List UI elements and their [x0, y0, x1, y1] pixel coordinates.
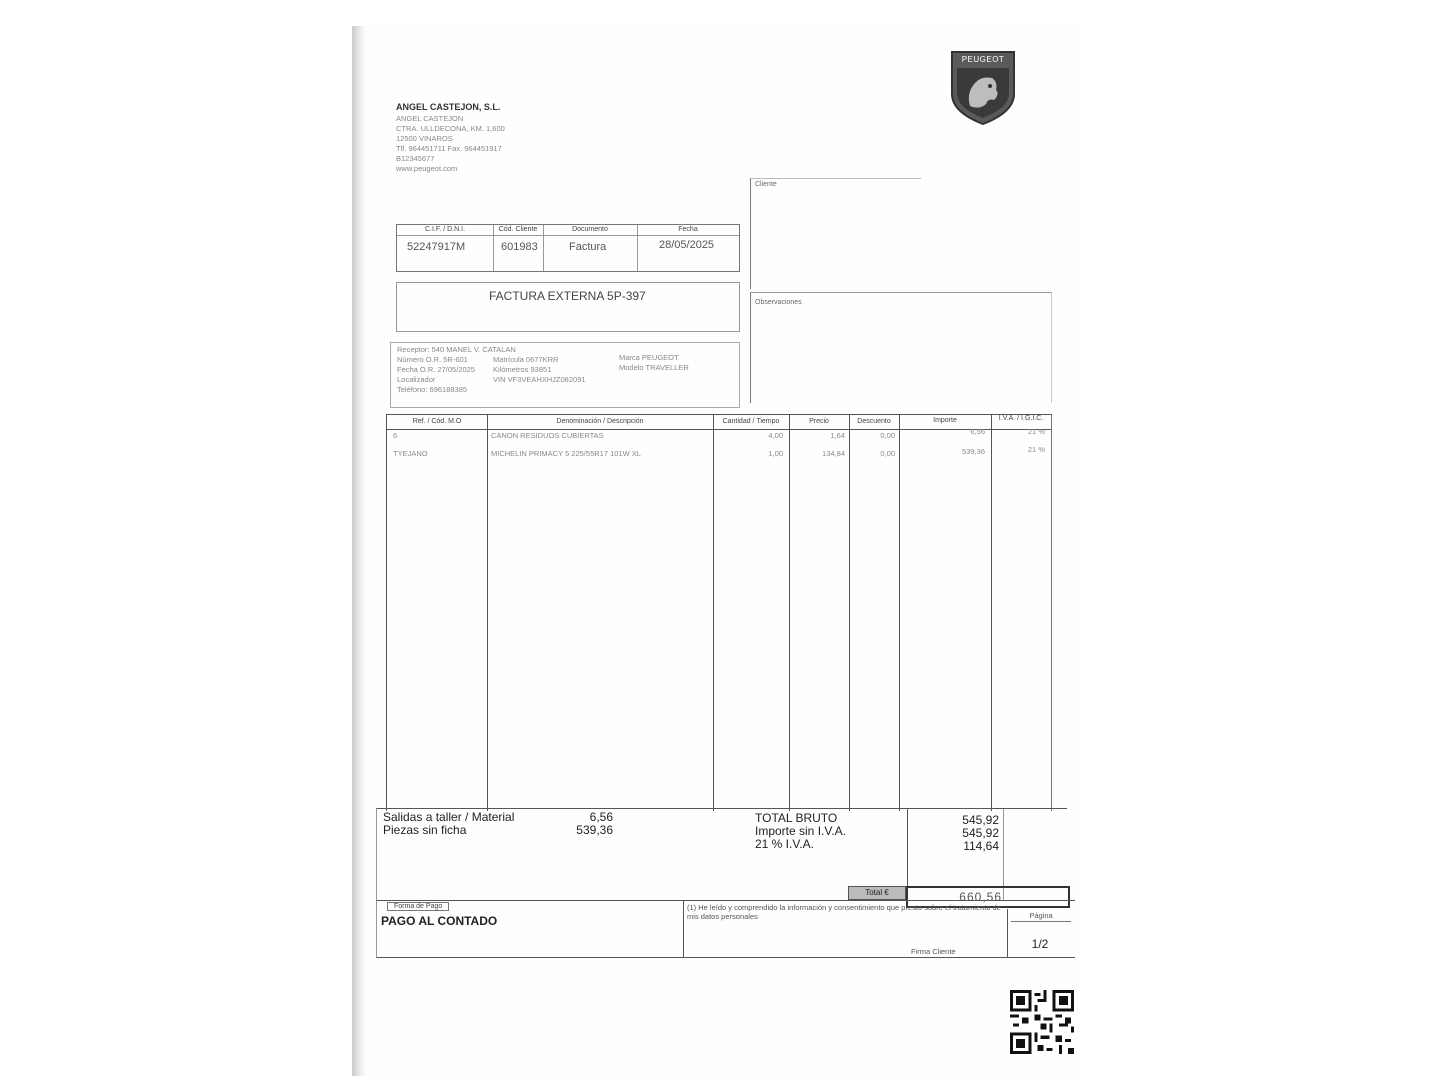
- order-line: VIN VF3VEAHXHJZ082091: [493, 375, 586, 384]
- payment-value: PAGO AL CONTADO: [381, 914, 498, 928]
- client-code-value: 601983: [501, 241, 538, 253]
- row-ref: TYEJANO: [393, 449, 428, 458]
- summary-left-value: 539,36: [576, 823, 613, 837]
- order-line: Modelo TRAVELLER: [619, 363, 689, 372]
- date-value: 28/05/2025: [659, 239, 715, 251]
- company-line: ANGEL CASTEJON: [396, 114, 464, 123]
- row-vat: 21 %: [1027, 445, 1045, 454]
- company-name: ANGEL CASTEJON, S.L.: [396, 102, 501, 112]
- row-vat: 21 %: [1027, 427, 1045, 436]
- order-line: Teléfono: 696188385: [397, 385, 468, 394]
- observations-label: Observaciones: [755, 299, 802, 306]
- cif-value: 52247917M: [407, 241, 466, 253]
- col-header-qty: Cantidad / Tiempo: [722, 418, 780, 425]
- total-label-cell: [848, 886, 906, 900]
- summary-left-label: Piezas sin ficha: [383, 823, 467, 837]
- order-line: Marca PEUGEOT: [619, 353, 679, 362]
- table-row: [387, 445, 1051, 463]
- row-price: 134,84: [822, 449, 845, 458]
- col-header-vat: I.V.A. / I.G.I.C.: [998, 415, 1044, 422]
- doc-header-table: [396, 224, 740, 272]
- row-ref: 6: [393, 431, 398, 440]
- row-discount: 0,00: [880, 431, 895, 440]
- page-label: Página: [1011, 911, 1071, 922]
- row-discount: 0,00: [880, 449, 895, 458]
- company-line: CTRA. ULLDECONA, KM. 1,600: [396, 124, 505, 133]
- qr-code-icon: [1010, 990, 1074, 1054]
- order-info-box: [390, 342, 740, 408]
- company-line: www.peugeot.com: [396, 164, 458, 173]
- invoice-page: [352, 26, 1078, 1076]
- document-value: Factura: [569, 241, 607, 253]
- order-line: Fecha O.R. 27/05/2025: [397, 365, 475, 374]
- observations-box: [750, 292, 1052, 403]
- total-bruto-value: 545,92: [962, 813, 999, 827]
- row-desc: MICHELIN PRIMACY 5 225/55R17 101W XL: [491, 449, 641, 458]
- col-header-amount: Importe: [933, 417, 957, 424]
- items-table: [386, 414, 1052, 811]
- col-header-price: Precio: [809, 418, 829, 425]
- importe-sin-iva-value: 545,92: [962, 826, 999, 840]
- company-line: B12345677: [396, 154, 435, 163]
- cif-label: C.I.F. / D.N.I.: [424, 226, 466, 233]
- row-price: 1,64: [830, 431, 845, 440]
- importe-sin-iva-label: Importe sin I.V.A.: [755, 824, 846, 838]
- iva-value: 114,64: [963, 839, 999, 853]
- col-header-desc: Denominación / Descripción: [556, 418, 644, 425]
- order-info-col3: [619, 353, 689, 373]
- total-label: Total €: [865, 888, 889, 897]
- consent-text: (1) He leído y comprendido la información y consentimiento que presto sobre el tratamiento de mis datos personales: [687, 903, 1001, 921]
- payment-label: Forma de Pago: [387, 902, 449, 911]
- total-bruto-label: TOTAL BRUTO: [755, 811, 838, 825]
- document-label: Documento: [572, 226, 608, 233]
- row-qty: 1,00: [768, 449, 783, 458]
- row-amount: 6,56: [970, 427, 985, 436]
- order-line: Localizador: [397, 375, 436, 384]
- row-desc: CANON RESIDUOS CUBIERTAS: [491, 431, 604, 440]
- summary-left-label: Salidas a taller / Material: [383, 810, 515, 824]
- col-header-ref: Ref. / Cód. M.O: [412, 418, 462, 425]
- row-amount: 539,36: [962, 447, 985, 456]
- client-box: [750, 178, 921, 289]
- row-qty: 4,00: [768, 431, 783, 440]
- iva-label: 21 % I.V.A.: [755, 837, 814, 851]
- logo-text: PEUGEOT: [961, 55, 1005, 64]
- client-code-label: Cód. Cliente: [498, 226, 538, 233]
- company-line: 12500 VINAROS: [396, 134, 453, 143]
- table-row: [387, 427, 1051, 445]
- page-value: 1/2: [1031, 937, 1049, 951]
- order-line: Número O.R. 5R-601: [397, 355, 468, 364]
- company-details: [396, 114, 505, 174]
- order-line: Kilómetros 93851: [493, 365, 552, 374]
- date-label: Fecha: [678, 226, 698, 233]
- invoice-title: FACTURA EXTERNA 5P-397: [489, 289, 646, 303]
- summary-left-value: 6,56: [589, 810, 613, 824]
- invoice-title-box: [396, 282, 740, 332]
- signature-label: Firma Cliente: [911, 947, 956, 956]
- peugeot-lion-shield-icon: [948, 48, 1018, 126]
- company-line: Tlf. 964451711 Fax. 964451917: [396, 144, 502, 153]
- client-label: Cliente: [755, 181, 777, 188]
- col-header-discount: Descuento: [857, 418, 891, 425]
- order-line: Matrícula 0677KRR: [493, 355, 559, 364]
- bottom-section: [376, 900, 1075, 958]
- order-info-col2: [493, 355, 586, 385]
- order-line: Receptor: 540 MANEL V. CATALAN: [397, 345, 516, 354]
- total-value: 660,56: [959, 890, 1002, 904]
